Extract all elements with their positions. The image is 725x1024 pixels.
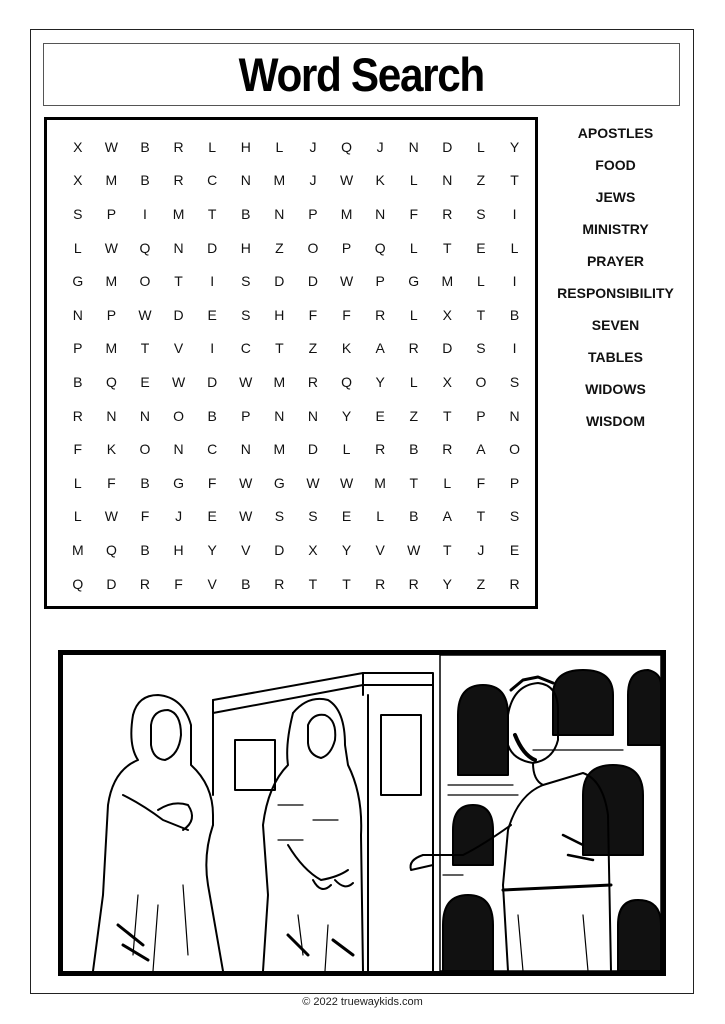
grid-letter: M — [273, 373, 286, 390]
grid-letter: J — [175, 508, 183, 525]
word-list-item: JEWS — [595, 189, 636, 205]
grid-letter: N — [106, 407, 117, 424]
grid-letter: X — [73, 172, 83, 189]
grid-letter: L — [73, 474, 82, 491]
grid-letter: B — [140, 474, 150, 491]
grid-letter: M — [273, 172, 286, 189]
grid-letter: E — [476, 239, 486, 256]
grid-letter: M — [441, 273, 454, 290]
grid-letter: X — [73, 138, 83, 155]
grid-letter: T — [308, 575, 318, 592]
grid-letter: P — [73, 340, 83, 357]
grid-letter: Z — [476, 575, 486, 592]
grid-letter: R — [408, 340, 419, 357]
grid-letter: M — [172, 205, 185, 222]
grid-letter: H — [173, 541, 184, 558]
grid-letter: X — [308, 541, 318, 558]
grid-letter: C — [240, 340, 251, 357]
footer-copyright: © 2022 truewaykids.com — [302, 996, 423, 1008]
grid-letter: P — [341, 239, 352, 256]
grid-letter: V — [173, 340, 184, 357]
grid-letter: D — [274, 541, 285, 558]
grid-letter: R — [72, 407, 83, 424]
grid-letter: K — [106, 441, 117, 458]
grid-letter: Z — [409, 407, 419, 424]
grid-letter: I — [512, 205, 517, 222]
grid-letter: Q — [341, 138, 352, 155]
grid-letter: A — [442, 508, 452, 525]
grid-letter: R — [442, 205, 453, 222]
word-list-item: RESPONSIBILITY — [557, 285, 674, 301]
grid-letter: B — [140, 172, 150, 189]
grid-letter: M — [105, 172, 118, 189]
grid-letter: G — [72, 273, 84, 290]
grid-letter: S — [509, 508, 520, 525]
grid-letter: R — [375, 441, 386, 458]
grid-letter: R — [307, 373, 319, 390]
grid-letter: P — [509, 474, 520, 491]
grid-letter: Q — [105, 541, 117, 558]
grid-letter: F — [476, 474, 486, 491]
grid-letter: N — [274, 205, 285, 222]
grid-letter: L — [409, 306, 418, 323]
illustration-drawing — [63, 655, 661, 971]
grid-letter: G — [173, 474, 185, 491]
grid-letter: Z — [476, 172, 486, 189]
grid-letter: N — [173, 239, 184, 256]
grid-letter: T — [476, 306, 486, 323]
grid-letter: E — [207, 306, 217, 323]
word-search-grid-box — [44, 117, 538, 609]
grid-letter: N — [274, 407, 285, 424]
grid-letter: P — [106, 306, 117, 323]
grid-letter: B — [140, 541, 150, 558]
word-list-item: SEVEN — [591, 317, 640, 333]
grid-letter: J — [309, 172, 317, 189]
grid-letter: L — [275, 138, 284, 155]
page-title: Word Search — [238, 48, 485, 101]
grid-letter: N — [307, 407, 319, 424]
grid-letter: V — [241, 541, 251, 558]
grid-letter: L — [73, 239, 82, 256]
grid-letter: I — [512, 273, 517, 290]
grid-letter: O — [173, 407, 185, 424]
grid-letter: D — [442, 138, 453, 155]
title-box — [43, 43, 680, 106]
grid-letter: N — [240, 172, 251, 189]
grid-letter: O — [139, 441, 151, 458]
grid-letter: S — [476, 205, 486, 222]
grid-letter: H — [274, 306, 285, 323]
grid-letter: L — [208, 138, 217, 155]
grid-letter: S — [241, 306, 251, 323]
word-list-item: MINISTRY — [582, 221, 649, 237]
grid-letter: W — [339, 474, 354, 491]
grid-letter: Q — [139, 239, 151, 256]
grid-letter: R — [375, 306, 386, 323]
grid-letter: R — [274, 575, 285, 592]
grid-letter: E — [509, 541, 520, 558]
grid-letter: L — [409, 373, 418, 390]
grid-letter: T — [275, 340, 284, 357]
grid-letter: Y — [442, 575, 452, 592]
grid-letter: Y — [341, 407, 352, 424]
grid-letter: V — [375, 541, 385, 558]
grid-letter: M — [374, 474, 386, 491]
grid-letter: J — [477, 541, 485, 558]
grid-letter: P — [476, 407, 486, 424]
grid-letter: N — [408, 138, 419, 155]
grid-letter: R — [375, 575, 386, 592]
grid-letter: R — [139, 575, 151, 592]
grid-letter: Q — [105, 373, 117, 390]
grid-letter: D — [307, 273, 319, 290]
grid-letter: A — [375, 340, 385, 357]
grid-letter: P — [241, 407, 251, 424]
grid-letter: N — [442, 172, 453, 189]
grid-letter: N — [173, 441, 184, 458]
grid-letter: J — [376, 138, 384, 155]
grid-letter: P — [106, 205, 117, 222]
grid-letter: E — [207, 508, 217, 525]
grid-letter: T — [443, 239, 452, 256]
grid-letter: P — [308, 205, 318, 222]
grid-letter: Q — [341, 373, 352, 390]
grid-letter: T — [443, 541, 452, 558]
grid-letter: M — [71, 541, 84, 558]
grid-letter: W — [104, 508, 118, 525]
illustration — [58, 650, 666, 976]
grid-letter: L — [376, 508, 385, 525]
grid-letter: W — [407, 541, 421, 558]
grid-letter: B — [241, 205, 251, 222]
grid-letter: R — [173, 138, 184, 155]
grid-letter: C — [207, 441, 218, 458]
grid-letter: S — [73, 205, 83, 222]
grid-letter: W — [104, 239, 118, 256]
grid-letter: N — [375, 205, 386, 222]
grid-letter: K — [375, 172, 385, 189]
grid-letter: L — [409, 172, 418, 189]
grid-letter: T — [443, 407, 452, 424]
grid-letter: Z — [308, 340, 318, 357]
grid-letter: G — [408, 273, 420, 290]
grid-letter: S — [308, 508, 318, 525]
grid-letter: D — [207, 239, 218, 256]
grid-letter: M — [273, 441, 286, 458]
grid-letter: C — [207, 172, 218, 189]
grid-letter: B — [241, 575, 251, 592]
grid-letter: I — [143, 205, 147, 222]
grid-letter: E — [341, 508, 352, 525]
grid-letter: W — [306, 474, 320, 491]
grid-letter: R — [509, 575, 520, 592]
grid-letter: N — [72, 306, 83, 323]
grid-letter: N — [139, 407, 151, 424]
grid-letter: L — [73, 508, 82, 525]
word-list-item: WISDOM — [585, 413, 646, 429]
grid-letter: X — [442, 373, 452, 390]
grid-letter: F — [107, 474, 116, 491]
word-list-item: WIDOWS — [585, 381, 646, 397]
grid-letter: V — [207, 575, 217, 592]
grid-letter: H — [240, 239, 251, 256]
word-list-item: PRAYER — [586, 253, 645, 269]
grid-letter: D — [106, 575, 117, 592]
grid-letter: T — [342, 575, 351, 592]
word-list-item: FOOD — [595, 157, 636, 173]
grid-letter: J — [309, 138, 317, 155]
grid-letter: T — [174, 273, 183, 290]
grid-letter: L — [510, 239, 519, 256]
grid-letter: Z — [275, 239, 284, 256]
grid-letter: X — [442, 306, 452, 323]
grid-letter: T — [140, 340, 150, 357]
grid-letter: F — [308, 306, 318, 323]
grid-letter: Q — [72, 575, 84, 592]
grid-letter: S — [274, 508, 285, 525]
grid-letter: D — [307, 441, 319, 458]
grid-letter: B — [207, 407, 217, 424]
grid-letter: I — [210, 340, 215, 357]
grid-letter: S — [509, 373, 520, 390]
grid-letter: R — [173, 172, 184, 189]
grid-letter: Q — [374, 239, 386, 256]
grid-letter: Y — [207, 541, 217, 558]
grid-letter: B — [409, 508, 419, 525]
grid-letter: F — [409, 205, 419, 222]
grid-letter: N — [240, 441, 251, 458]
word-list-item: TABLES — [588, 349, 643, 365]
grid-letter: L — [342, 441, 351, 458]
grid-letter: B — [509, 306, 520, 323]
grid-letter: T — [476, 508, 486, 525]
grid-letter: L — [477, 273, 485, 290]
grid-letter: T — [409, 474, 419, 491]
grid-letter: F — [207, 474, 217, 491]
grid-letter: N — [509, 407, 520, 424]
grid-letter: I — [210, 273, 215, 290]
grid-letter: R — [408, 575, 419, 592]
grid-letter: Y — [509, 138, 520, 155]
grid-letter: L — [409, 239, 418, 256]
grid-letter: P — [375, 273, 385, 290]
grid-letter: D — [173, 306, 184, 323]
grid-letter: D — [274, 273, 285, 290]
grid-letter: O — [307, 239, 319, 256]
grid-letter: B — [140, 138, 150, 155]
grid-letter: R — [442, 441, 453, 458]
grid-letter: W — [138, 306, 152, 323]
grid-letter: T — [207, 205, 217, 222]
grid-letter: B — [409, 441, 419, 458]
grid-letter: O — [509, 441, 520, 458]
grid-letter: W — [339, 172, 354, 189]
grid-letter: O — [475, 373, 487, 390]
grid-letter: W — [239, 508, 253, 525]
grid-letter: W — [239, 474, 253, 491]
grid-letter: B — [73, 373, 83, 390]
grid-letter: M — [340, 205, 353, 222]
grid-letter: Y — [341, 541, 352, 558]
grid-letter: K — [341, 340, 352, 357]
grid-letter: L — [477, 138, 485, 155]
grid-letter: W — [171, 373, 186, 390]
grid-letter: S — [476, 340, 486, 357]
grid-letter: G — [273, 474, 285, 491]
grid-letter: W — [339, 273, 354, 290]
grid-letter: M — [105, 340, 118, 357]
grid-letter: M — [105, 273, 118, 290]
grid-letter: F — [342, 306, 351, 323]
grid-letter: S — [241, 273, 251, 290]
grid-letter: D — [442, 340, 453, 357]
grid-letter: A — [476, 441, 486, 458]
grid-letter: D — [207, 373, 218, 390]
grid-letter: Y — [375, 373, 385, 390]
grid-letter: E — [375, 407, 385, 424]
word-list-item: APOSTLES — [577, 125, 654, 141]
grid-letter: F — [174, 575, 183, 592]
grid-letter: F — [73, 441, 83, 458]
grid-letter: O — [139, 273, 151, 290]
grid-letter: L — [443, 474, 452, 491]
grid-letter: W — [239, 373, 253, 390]
grid-letter: W — [104, 138, 118, 155]
word-list — [548, 117, 683, 437]
grid-letter: E — [140, 373, 150, 390]
grid-letter: H — [240, 138, 251, 155]
letter-grid — [61, 130, 531, 600]
grid-letter: T — [510, 172, 519, 189]
grid-letter: F — [140, 508, 150, 525]
grid-letter: I — [512, 340, 517, 357]
